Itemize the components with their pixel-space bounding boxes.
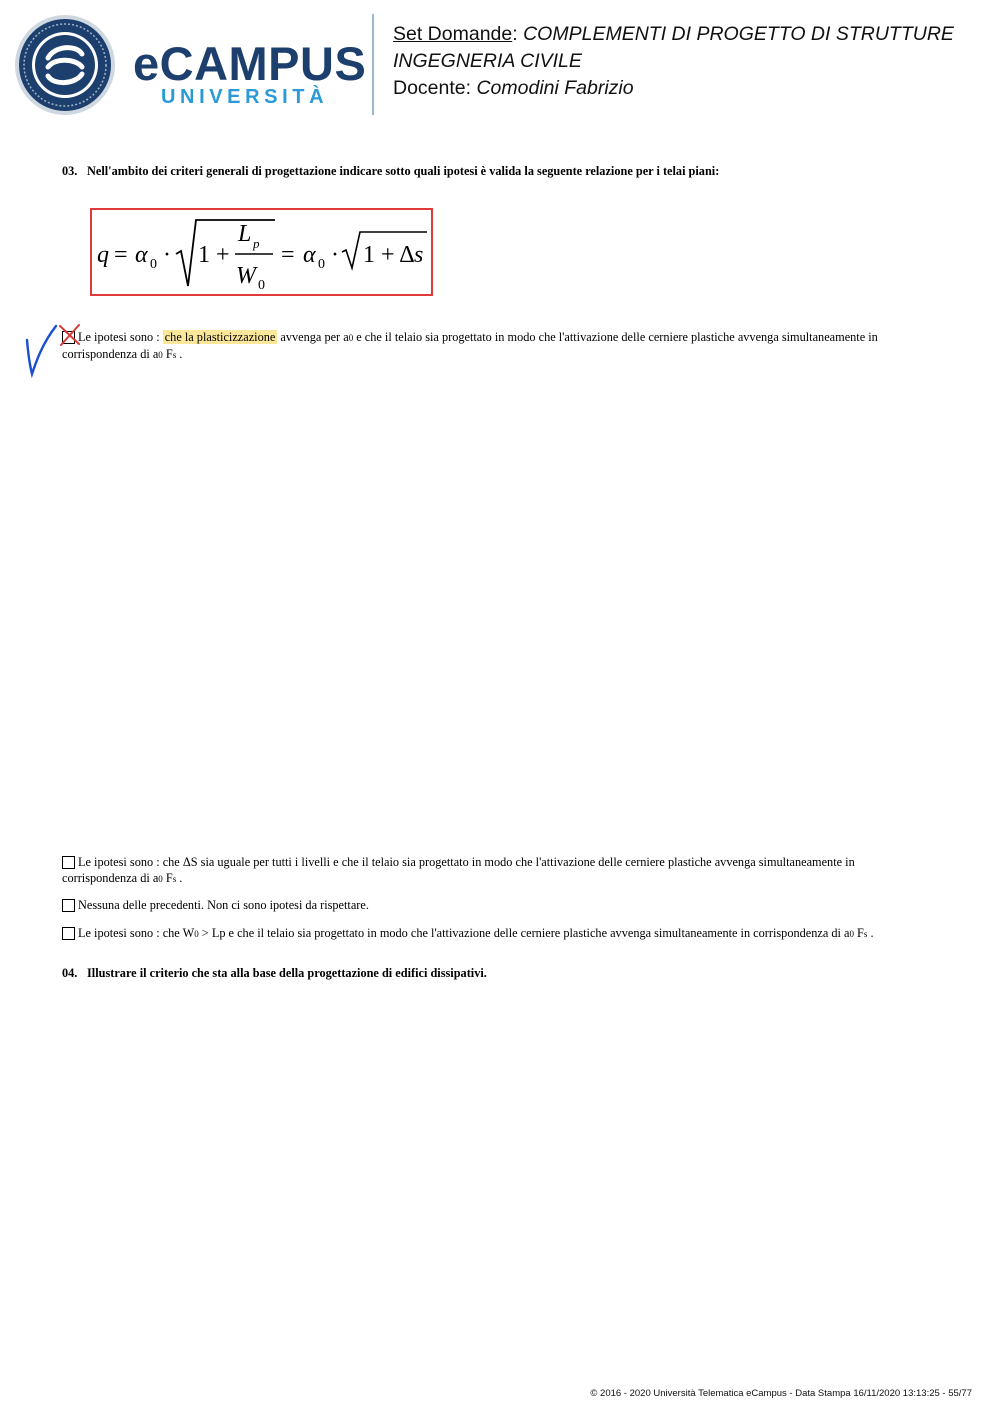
subscript: 0	[348, 333, 354, 343]
option-text: Le ipotesi sono : che ΔS sia uguale per tutti i livelli e che il telaio sia progettato in modo che l'attivazione delle cerniere plastiche avvenga simultaneamente in corrispondenza di a	[62, 855, 855, 885]
subscript: s	[172, 350, 177, 360]
question-number: 03.	[62, 164, 78, 178]
option-text: F	[853, 926, 864, 940]
option-text: e che il telaio sia progettato in modo che l'attivazione delle cerniere plastiche avvenga simultaneamente in corrispondenza di a	[62, 330, 878, 361]
option-text: F	[162, 871, 173, 885]
option-text: .	[867, 926, 874, 940]
university-seal-logo	[14, 14, 116, 116]
checkbox[interactable]	[62, 927, 75, 940]
svg-text:1 +: 1 +	[198, 242, 230, 268]
checkbox[interactable]	[62, 856, 75, 869]
svg-text:α: α	[303, 242, 316, 268]
svg-text:·: ·	[163, 242, 171, 268]
option-4[interactable]	[62, 925, 902, 942]
option-text: Le ipotesi sono : che W	[78, 926, 195, 940]
question-text: Illustrare il criterio che sta alla base della progettazione di edifici dissipativi.	[87, 966, 487, 980]
option-text: Nessuna delle precedenti. Non ci sono ipotesi da rispettare.	[78, 898, 369, 912]
svg-text:=: =	[114, 242, 128, 268]
option-text: .	[176, 871, 183, 885]
option-text: F	[162, 347, 173, 361]
universita-wordmark: UNIVERSITÀ	[161, 86, 329, 108]
cross-mark-icon	[58, 324, 82, 346]
subscript: 0	[158, 874, 163, 884]
subscript: 0	[158, 350, 163, 360]
svg-text:W: W	[236, 263, 256, 289]
option-text: > Lp e che il telaio sia progettato in modo che l'attivazione delle cerniere plastiche avvenga simultaneamente in corrispondenza di a	[198, 926, 850, 940]
svg-text:0: 0	[318, 257, 325, 272]
formula-box	[90, 208, 433, 296]
teacher-line	[393, 75, 983, 102]
page-footer: © 2016 - 2020 Università Telematica eCampus - Data Stampa 16/11/2020 13:13:25 - 55/77	[590, 1388, 972, 1399]
question-03-title	[62, 164, 719, 179]
course-subtitle: INGEGNERIA CIVILE	[393, 50, 582, 72]
ecampus-wordmark: eCAMPUS	[133, 37, 367, 90]
option-2[interactable]	[62, 854, 902, 887]
svg-text:1 + Δ: 1 + Δ	[363, 242, 415, 268]
subscript: 0	[194, 929, 199, 939]
svg-text:=: =	[281, 242, 295, 268]
teacher-name: Comodini Fabrizio	[476, 77, 634, 99]
behaviour-factor-formula	[92, 210, 431, 294]
course-line	[393, 21, 983, 48]
header-info	[393, 21, 983, 102]
set-label: Set Domande	[393, 23, 513, 45]
svg-text:·: ·	[331, 242, 339, 268]
subscript: s	[172, 874, 177, 884]
set-separator: :	[512, 23, 524, 45]
svg-text:s: s	[414, 242, 424, 268]
svg-text:0: 0	[258, 278, 265, 293]
checkbox[interactable]	[62, 899, 75, 912]
svg-text:q: q	[97, 242, 109, 268]
handwritten-check-mark	[22, 322, 62, 378]
subscript: s	[863, 929, 868, 939]
highlighted-text: che la plasticizzazione	[164, 330, 276, 344]
svg-text:0: 0	[150, 257, 157, 272]
question-number: 04.	[62, 966, 78, 980]
svg-text:L: L	[238, 221, 252, 247]
subscript: 0	[849, 929, 854, 939]
course-title: COMPLEMENTI DI PROGETTO DI STRUTTURE	[523, 23, 954, 45]
question-04-title	[62, 966, 487, 981]
header-divider	[372, 14, 374, 115]
teacher-label: Docente:	[393, 77, 477, 99]
question-text: Nell'ambito dei criteri generali di progettazione indicare sotto quali ipotesi è valida la seguente relazione per i telai piani:	[87, 164, 720, 178]
option-text: avvenga per a	[277, 330, 349, 344]
option-text: .	[176, 347, 183, 361]
option-1[interactable]	[62, 329, 902, 363]
option-text: Le ipotesi sono :	[78, 330, 163, 344]
svg-text:p: p	[253, 236, 260, 251]
option-3[interactable]	[62, 897, 902, 913]
svg-text:α: α	[135, 242, 148, 268]
